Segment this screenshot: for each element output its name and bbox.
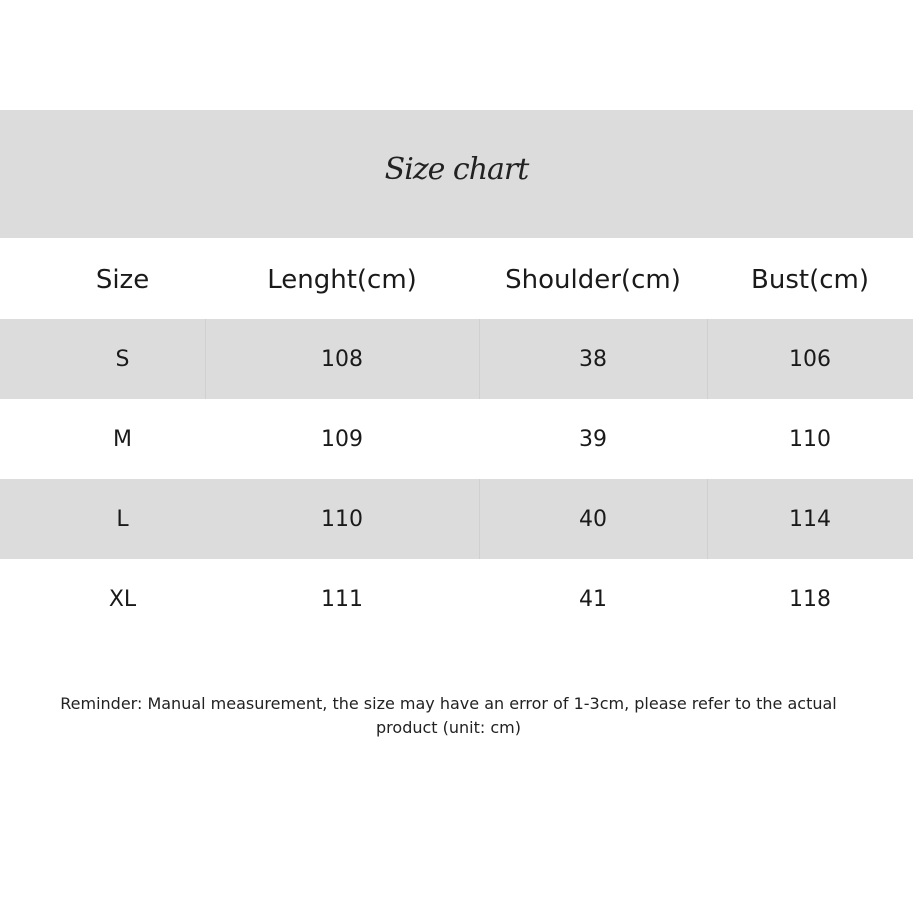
reminder-note: Reminder: Manual measurement, the size may have an error of 1-3cm, please refer to the actual product (unit: cm) [60, 694, 837, 737]
table-row [0, 319, 913, 399]
table-row [0, 559, 913, 639]
cell-size: S [115, 346, 130, 372]
cell-shoulder: 38 [579, 346, 607, 372]
cell-shoulder: 41 [579, 586, 607, 612]
cell-shoulder: 40 [579, 506, 607, 532]
table-row [0, 479, 913, 559]
chart-title: Size chart [384, 151, 529, 187]
cell-length: 109 [321, 426, 363, 452]
cell-bust: 118 [789, 586, 831, 612]
cell-shoulder: 39 [579, 426, 607, 452]
cell-bust: 110 [789, 426, 831, 452]
header-size: Size [95, 265, 150, 295]
title-band [0, 110, 913, 238]
cell-size: XL [108, 586, 137, 612]
cell-length: 111 [321, 586, 363, 612]
cell-bust: 106 [789, 346, 831, 372]
header-length: Lenght(cm) [267, 265, 417, 295]
cell-size: M [113, 426, 132, 452]
cell-bust: 114 [789, 506, 831, 532]
cell-length: 110 [321, 506, 363, 532]
cell-size: L [116, 506, 129, 532]
header-bust: Bust(cm) [751, 265, 869, 295]
header-row [0, 240, 913, 320]
cell-length: 108 [321, 346, 363, 372]
table-row [0, 399, 913, 479]
header-shoulder: Shoulder(cm) [505, 265, 681, 295]
